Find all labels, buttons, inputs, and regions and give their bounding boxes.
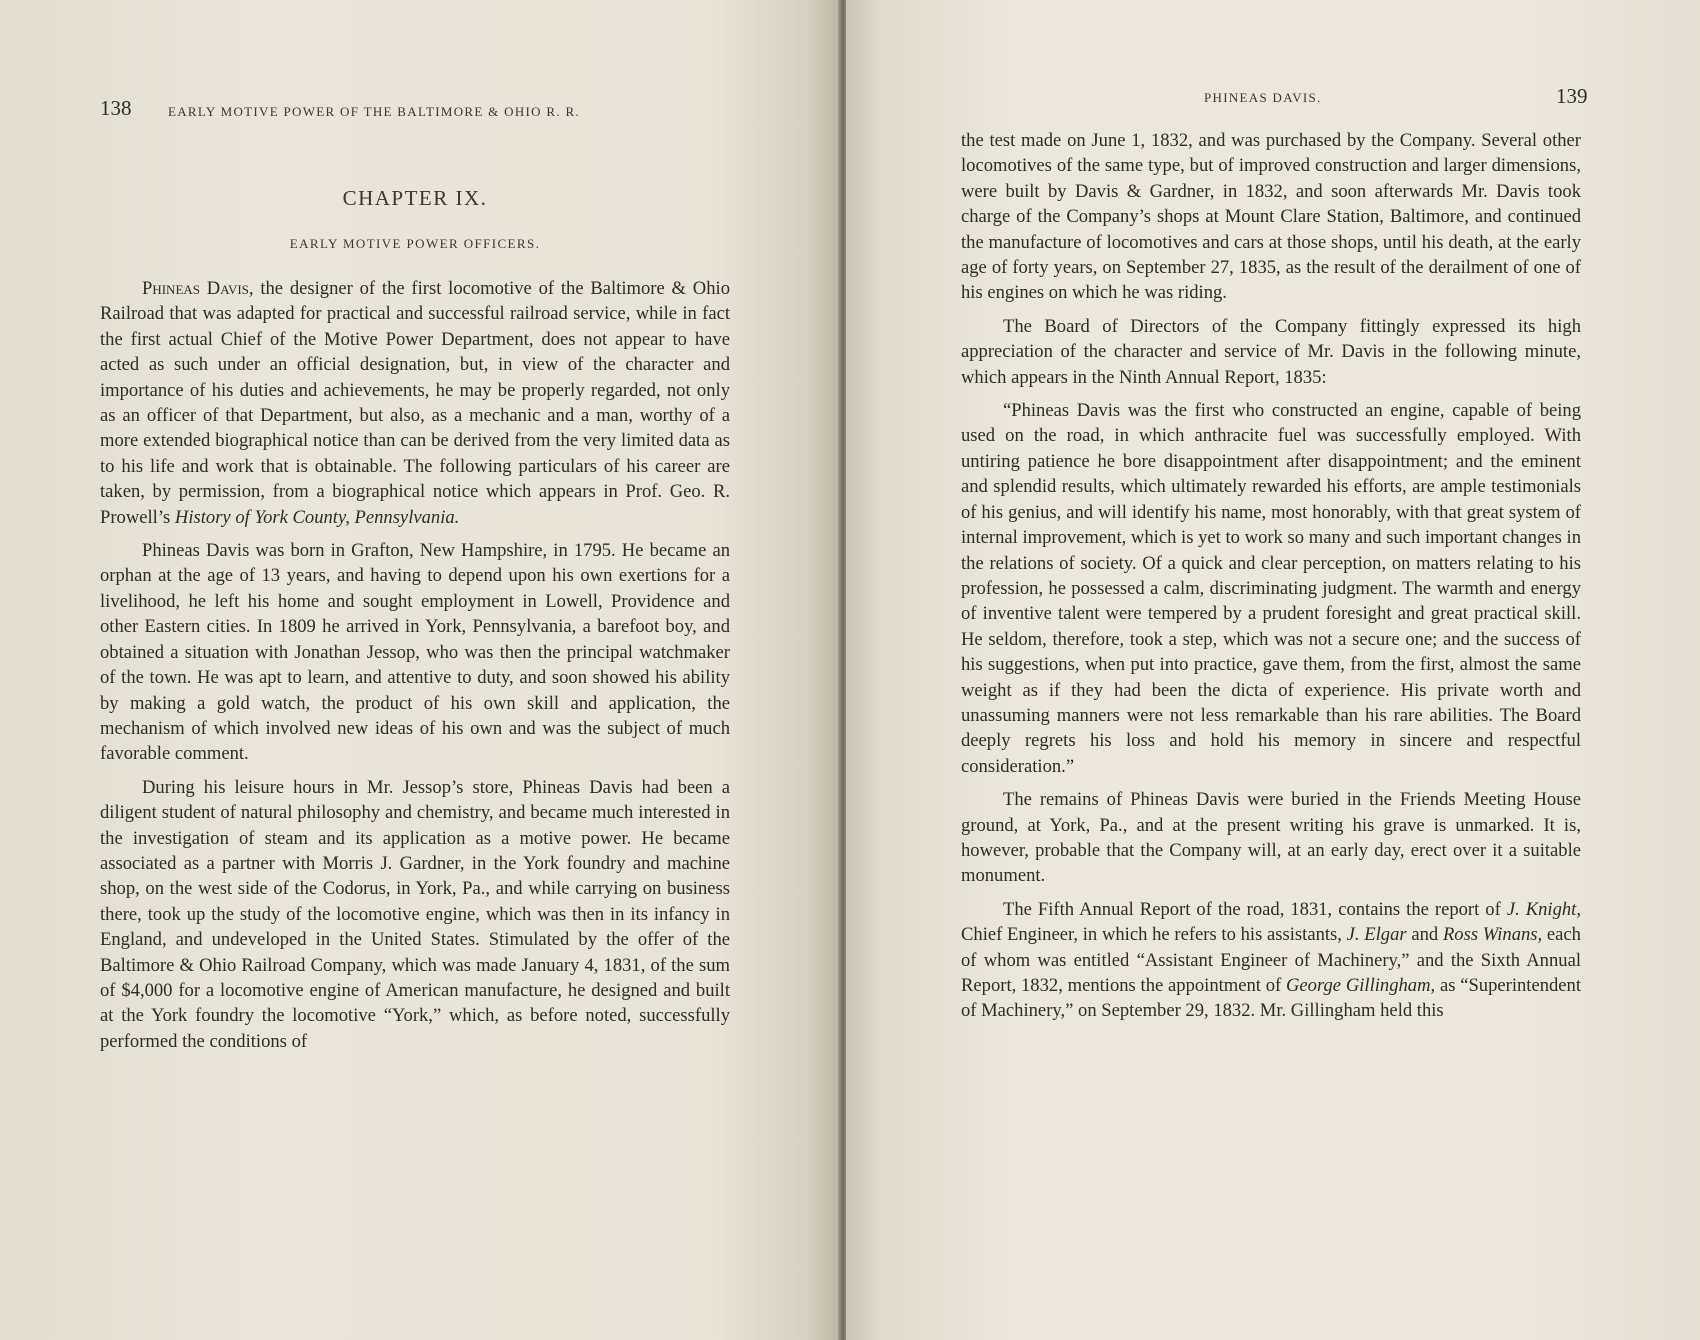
left-paragraph-3: During his leisure hours in Mr. Jessop’s store, Phineas Davis had been a diligent student of natural philosophy and chemistry, and became much interested in the investigation of steam and its application as a motive power. He became associated as a partner with Morris J. Gardner, in the York foundry and machine shop, on the west side of the Codorus, in York, Pa., and while carrying on business there, took up the study of the locomotive engine, which was then in its infancy in England, and undeveloped in the United States. Stimulated by the offer of the Baltimore & Ohio Railroad Company, which was made January 4, 1831, of the sum of $4,000 for a locomotive engine of American manufacture, he designed and built at the York foundry the locomotive “York,” which, as before noted, successfully performed the conditions of: [100, 776, 730, 1052]
name-winans: Ross Winans,: [1442, 924, 1543, 946]
name-elgar: J. Elgar: [1346, 924, 1407, 946]
right-paragraph-4: The remains of Phineas Davis were buried in the Friends Meeting House ground, at York, Pa., and at the present writing his grave is unmarked. It is, however, probable that the Company will, at an early day, erect over it a suitable monument.: [961, 789, 1581, 887]
p5-text-a: The Fifth Annual Report of the road, 1831, contains the report of: [1003, 898, 1507, 920]
left-page: [0, 0, 840, 1340]
p5-text-e: as “Superintendent of Machinery,” on September 29, 1832. Mr. Gillingham held this: [961, 975, 1582, 1022]
right-body-text: [961, 128, 1581, 1024]
p5-text-b: Chief Engineer, in which he refers to his assistants,: [961, 924, 1347, 946]
left-paragraph-1: [100, 276, 730, 530]
left-body-text: [100, 276, 730, 1054]
name-gillingham: George Gillingham,: [1285, 975, 1436, 996]
chapter-title: CHAPTER IX.: [342, 186, 488, 210]
p5-text-d: each of whom was entitled “Assistant Engineer of Machinery,” and the Sixth Annual Report, 1832, mentions the appointment of: [961, 924, 1581, 996]
board-minute-quote: “Phineas Davis was the first who constructed an engine, capable of being used on the road, in which anthracite fuel was successfully employed. With untiring patience he bore disappointment after disappointment; and the eminent and splendid results, which ultimately rewarded his efforts, are ample testimonials of his genius, and will identify his name, most honorably, with that great system of internal improvement, which is yet to work so many and such important changes in the relations of society. Of a quick and clear perception, on matters relating to his profession, he possessed a calm, discriminating judgment. The warmth and energy of inventive talent were tempered by a prudent foresight and great practical skill. He seldom, therefore, took a step, which was not a secure one; and the success of his suggestions, when put into practice, gave them, from the first, almost the same weight as if they had been the dicta of experience. His private worth and unassuming manners were not less remarkable than his rare abilities. The Board deeply regrets his loss and hold his memory in sincere and respectful consideration.”: [961, 400, 1581, 777]
right-running-head: PHINEAS DAVIS.: [1204, 90, 1322, 105]
right-page: [846, 0, 1700, 1340]
right-paragraph-1: the test made on June 1, 1832, and was purchased by the Company. Several other locomotives of the same type, but of improved construction and larger dimensions, were built by Davis & Gardner, in 1832, and soon afterwards Mr. Davis took charge of the Company’s shops at Mount Clare Station, Baltimore, and continued the manufacture of locomotives and cars at those shops, until his death, at the early age of forty years, on September 27, 1835, as the result of the derailment of one of his engines on which he was riding.: [961, 130, 1581, 304]
left-page-number: 138: [100, 96, 132, 120]
right-paragraph-5: [961, 897, 1581, 1024]
left-running-head: EARLY MOTIVE POWER OF THE BALTIMORE & OHIO R. R.: [168, 104, 580, 119]
p5-text-c: and: [1406, 924, 1443, 946]
left-paragraph-1-text: , the designer of the first locomotive of the Baltimore & Ohio Railroad that was adapted for practical and successful railroad service, while in fact the first actual Chief of the Motive Power Department, does not appear to have acted as such under an official designation, but, in view of the character and importance of his duties and achievements, he may be properly regarded, not only as an officer of that Department, but also, as a mechanic and a man, worthy of a more extended biographical notice than can be derived from the very limited data as to his life and work that is obtainable. The following particulars of his career are taken, by permission, from a biographical notice which appears in Prof. Geo. R. Prowell’s: [100, 278, 730, 528]
name-knight: J. Knight,: [1506, 898, 1581, 920]
left-paragraph-2: Phineas Davis was born in Grafton, New Hampshire, in 1795. He became an orphan at the age of 13 years, and having to depend upon his own exertions for a livelihood, he left his home and sought employment in Lowell, Providence and other Eastern cities. In 1809 he arrived in York, Pennsylvania, a barefoot boy, and obtained a situation with Jonathan Jessop, who was then the principal watchmaker of the town. He was apt to learn, and attentive to duty, and soon showed his ability by making a gold watch, the product of his own skill and application, the mechanism of which involved new ideas of his own and was the subject of much favorable comment.: [100, 540, 730, 765]
right-page-number: 139: [1556, 84, 1588, 108]
book-title: History of York County, Pennsylvania.: [174, 506, 460, 528]
right-paragraph-2: The Board of Directors of the Company fittingly expressed its high appreciation of the character and service of Mr. Davis in the following minute, which appears in the Ninth Annual Report, 1835:: [961, 315, 1581, 388]
chapter-subtitle: EARLY MOTIVE POWER OFFICERS.: [289, 236, 541, 251]
lead-in-name: Phineas Davis: [142, 278, 249, 299]
